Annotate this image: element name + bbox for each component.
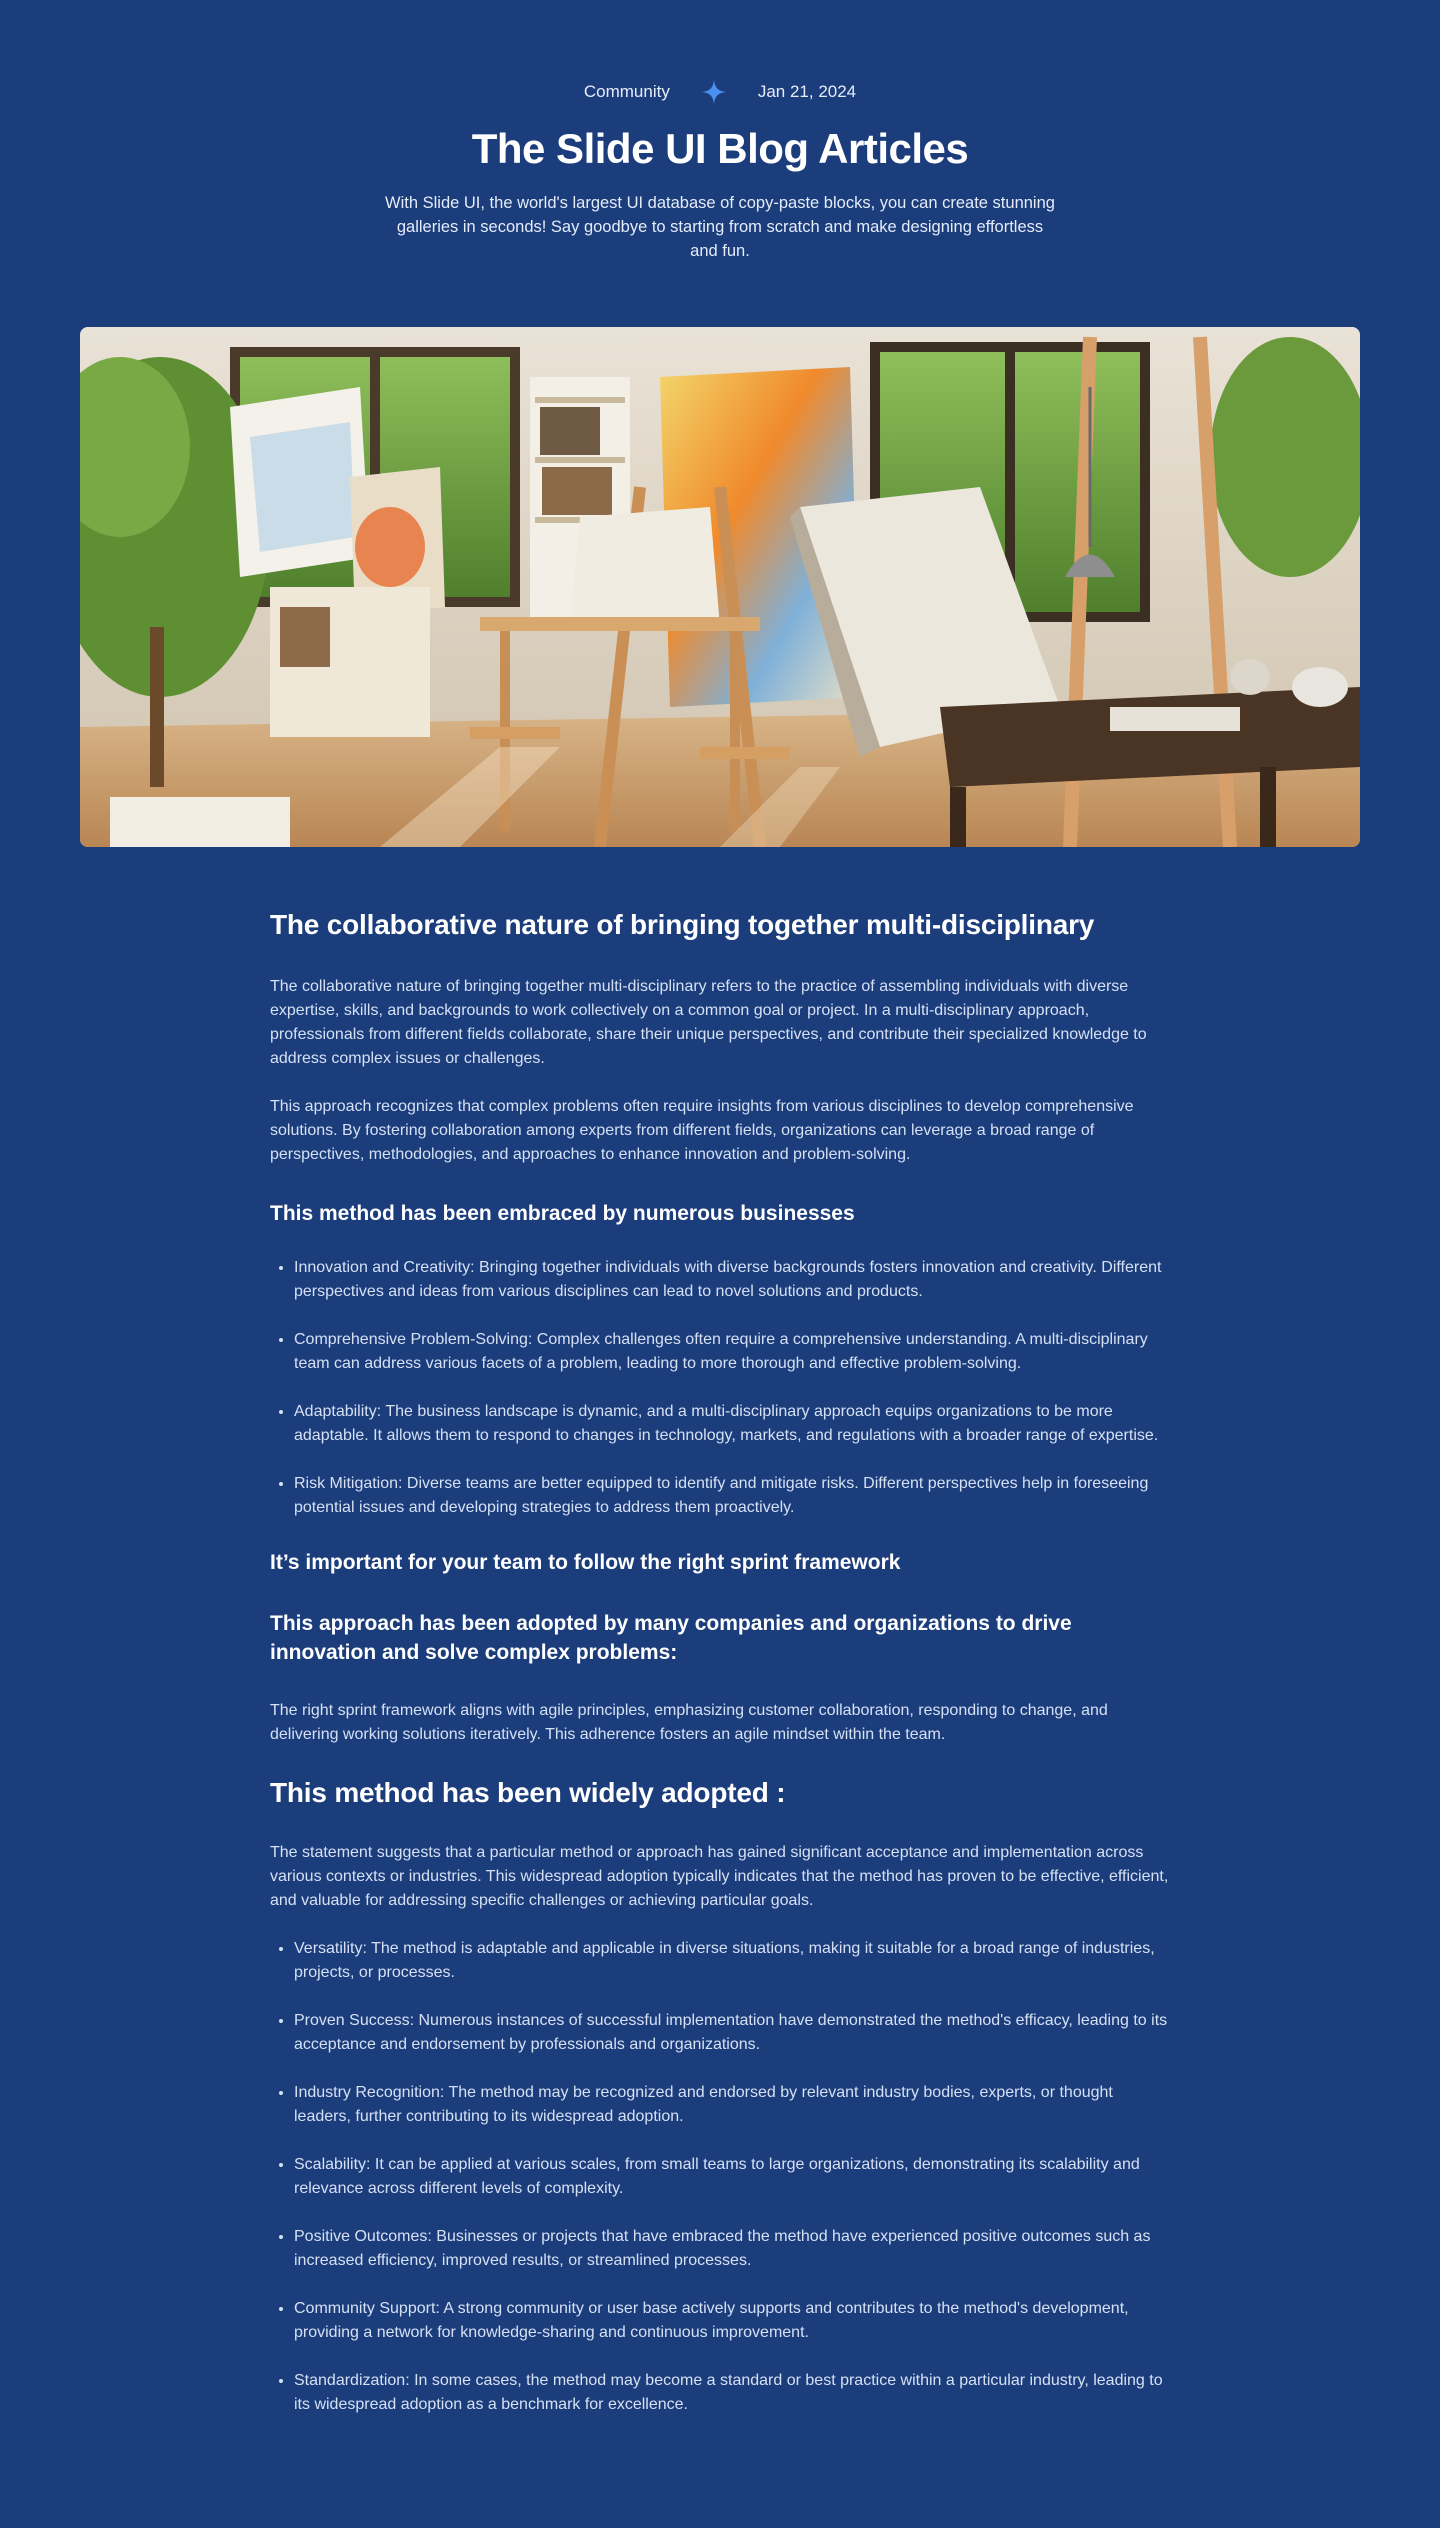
- article-header: [0, 0, 1440, 263]
- category-link[interactable]: Community: [583, 82, 670, 101]
- list-item: • Standardization: In some cases, the method may become a standard or best practice within a particular industry, leading to its widespread adoption as a benchmark for excellence.: [294, 2369, 1170, 2417]
- page-subtitle: With Slide UI, the world's largest UI database of copy-paste blocks, you can create stunning galleries in seconds! Say goodbye to starting from scratch and make designing effortless and fun.: [385, 194, 1055, 260]
- paragraph: The collaborative nature of bringing together multi-disciplinary refers to the practice of assembling individuals with diverse expertise, skills, and backgrounds to work collectively on a common goal or project. In a multi-disciplinary approach, professionals from different fields collaborate, share their unique perspectives, and contribute their specialized knowledge to address complex issues or challenges.: [270, 978, 1147, 1067]
- list-item: • Proven Success: Numerous instances of successful implementation have demonstrated the method's efficacy, leading to its acceptance and endorsement by professionals and organizations.: [294, 2009, 1170, 2057]
- section-heading: This method has been embraced by numerous businesses: [270, 1202, 855, 1225]
- list-item: • Innovation and Creativity: Bringing together individuals with diverse backgrounds fosters innovation and creativity. Different perspectives and ideas from various disciplines can lead to novel solutions and products.: [294, 1256, 1170, 1304]
- benefits-list: [270, 1256, 1170, 1520]
- list-item: • Versatility: The method is adaptable and applicable in diverse situations, making it suitable for a broad range of industries, projects, or processes.: [294, 1937, 1170, 1985]
- sparkle-icon: [701, 79, 727, 105]
- paragraph: This approach recognizes that complex problems often require insights from various disciplines to develop comprehensive solutions. By fostering collaboration among experts from different fields, organizations can leverage a broad range of perspectives, methodologies, and approaches to enhance innovation and problem-solving.: [270, 1098, 1134, 1163]
- list-item: • Positive Outcomes: Businesses or projects that have embraced the method have experienced positive outcomes such as increased efficiency, improved results, or streamlined processes.: [294, 2225, 1170, 2273]
- section-heading: This method has been widely adopted :: [270, 1777, 786, 1808]
- paragraph: The statement suggests that a particular method or approach has gained significant acceptance and implementation across various contexts or industries. This widespread adoption typically indicates that the method has proven to be effective, efficient, and valuable for addressing specific challenges or achieving particular goals.: [270, 1844, 1169, 1909]
- page-title: The Slide UI Blog Articles: [471, 125, 969, 172]
- article-body: [270, 847, 1170, 2417]
- list-item: • Comprehensive Problem-Solving: Complex challenges often require a comprehensive understanding. A multi-disciplinary team can address various facets of a problem, leading to more thorough and effective problem-solving.: [294, 1328, 1170, 1376]
- list-item: • Community Support: A strong community or user base actively supports and contributes to the method's development, providing a network for knowledge-sharing and continuous improvement.: [294, 2297, 1170, 2345]
- paragraph: The right sprint framework aligns with agile principles, emphasizing customer collaboration, responding to change, and delivering working solutions iteratively. This adherence fosters an agile mindset within the team.: [270, 1702, 1108, 1743]
- section-heading: The collaborative nature of bringing together multi-disciplinary: [270, 909, 1095, 940]
- section-heading: This approach has been adopted by many companies and organizations to drive innovation and solve complex problems:: [270, 1612, 1072, 1664]
- list-item: • Scalability: It can be applied at various scales, from small teams to large organizations, demonstrating its scalability and relevance across different levels of complexity.: [294, 2153, 1170, 2201]
- hero-image: [80, 327, 1360, 847]
- list-item: • Risk Mitigation: Diverse teams are better equipped to identify and mitigate risks. Different perspectives help in foreseeing potential issues and developing strategies to address them proactively.: [294, 1472, 1170, 1520]
- publish-date: Jan 21, 2024: [757, 82, 857, 101]
- adoption-list: [270, 1937, 1170, 2417]
- list-item: • Adaptability: The business landscape is dynamic, and a multi-disciplinary approach equips organizations to be more adaptable. It allows them to respond to changes in technology, markets, and regulations with a broader range of expertise.: [294, 1400, 1170, 1448]
- list-item: • Industry Recognition: The method may be recognized and endorsed by relevant industry bodies, experts, or thought leaders, further contributing to its widespread adoption.: [294, 2081, 1170, 2129]
- article-meta: [0, 79, 1440, 105]
- section-heading: It’s important for your team to follow the right sprint framework: [270, 1551, 901, 1574]
